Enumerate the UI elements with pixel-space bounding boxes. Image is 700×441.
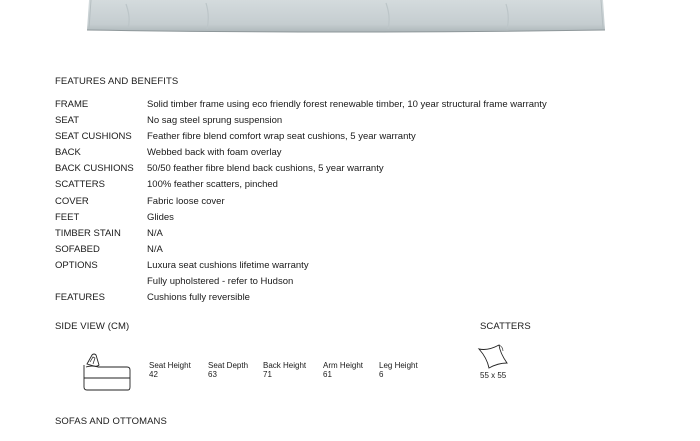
feature-value-line: Webbed back with foam overlay <box>147 147 282 159</box>
feature-row <box>55 145 675 161</box>
feature-value-line: Feather fibre blend comfort wrap seat cushions, 5 year warranty <box>147 131 416 143</box>
feature-row <box>55 129 675 145</box>
feature-value-line: Cushions fully reversible <box>147 292 250 304</box>
dimension-item <box>208 361 248 379</box>
feature-row <box>55 113 675 129</box>
dimension-label: Leg Height <box>379 361 418 370</box>
feature-value-line: Luxura seat cushions lifetime warranty <box>147 259 309 271</box>
feature-value <box>147 258 675 290</box>
feature-value-line: 100% feather scatters, pinched <box>147 179 278 191</box>
feature-row <box>55 97 675 113</box>
dimension-label: Arm Height <box>323 361 364 370</box>
sofa-side-view-icon <box>80 352 132 392</box>
features-table <box>55 97 675 306</box>
feature-value <box>147 129 675 145</box>
feature-value <box>147 161 675 177</box>
feature-value-line: Glides <box>147 211 174 223</box>
feature-value-line: Fabric loose cover <box>147 195 225 207</box>
dimension-value: 42 <box>149 370 158 379</box>
feature-label: FEET <box>55 211 80 223</box>
feature-row <box>55 226 675 242</box>
dimension-item <box>379 361 418 379</box>
feature-value <box>147 97 675 113</box>
feature-value <box>147 242 675 258</box>
feature-value-line: 50/50 feather fibre blend back cushions, 5 year warranty <box>147 163 384 175</box>
dimension-item <box>149 361 191 379</box>
sofa-photo <box>86 0 606 34</box>
dimension-label: Seat Depth <box>208 361 249 370</box>
feature-value-line: No sag steel sprung suspension <box>147 115 283 127</box>
feature-value <box>147 194 675 210</box>
footer-heading: SOFAS AND OTTOMANS <box>55 416 167 427</box>
feature-value <box>147 113 675 129</box>
feature-value <box>147 177 675 193</box>
feature-value <box>147 290 675 306</box>
feature-value-line: N/A <box>147 227 163 239</box>
dimension-value: 71 <box>263 370 272 379</box>
feature-value <box>147 226 675 242</box>
feature-label: OPTIONS <box>55 259 98 271</box>
dimension-label: Back Height <box>263 361 307 370</box>
feature-label: COVER <box>55 195 89 207</box>
feature-value <box>147 145 675 161</box>
feature-label: SCATTERS <box>55 179 105 191</box>
feature-row <box>55 194 675 210</box>
scatter-size: 55 x 55 <box>480 371 507 380</box>
scatters-heading: SCATTERS <box>480 321 531 332</box>
feature-value-line: Fully upholstered - refer to Hudson <box>147 276 294 288</box>
feature-value-line: Solid timber frame using eco friendly forest renewable timber, 10 year structural frame warranty <box>147 99 547 110</box>
feature-label: FRAME <box>55 99 89 110</box>
dimension-item <box>263 361 306 379</box>
feature-label: FEATURES <box>55 292 105 304</box>
feature-label: BACK CUSHIONS <box>55 163 134 175</box>
feature-row <box>55 290 675 306</box>
feature-row <box>55 210 675 226</box>
feature-row <box>55 258 675 290</box>
feature-label: SEAT CUSHIONS <box>55 131 132 143</box>
scatter-cushion-icon <box>476 343 510 371</box>
dimension-value: 61 <box>323 370 332 379</box>
dimension-value: 6 <box>379 370 384 379</box>
feature-row <box>55 242 675 258</box>
dimension-label: Seat Height <box>149 361 191 370</box>
feature-label: SEAT <box>55 115 80 127</box>
feature-row <box>55 177 675 193</box>
dimension-value: 63 <box>208 370 217 379</box>
feature-label: SOFABED <box>55 243 100 255</box>
feature-label: TIMBER STAIN <box>55 227 121 239</box>
dimension-item <box>323 361 363 379</box>
side-view-heading: SIDE VIEW (CM) <box>55 321 130 332</box>
feature-label: BACK <box>55 147 81 159</box>
feature-value-line: N/A <box>147 243 163 255</box>
feature-value <box>147 210 675 226</box>
feature-row <box>55 161 675 177</box>
features-heading: FEATURES AND BENEFITS <box>55 76 179 87</box>
